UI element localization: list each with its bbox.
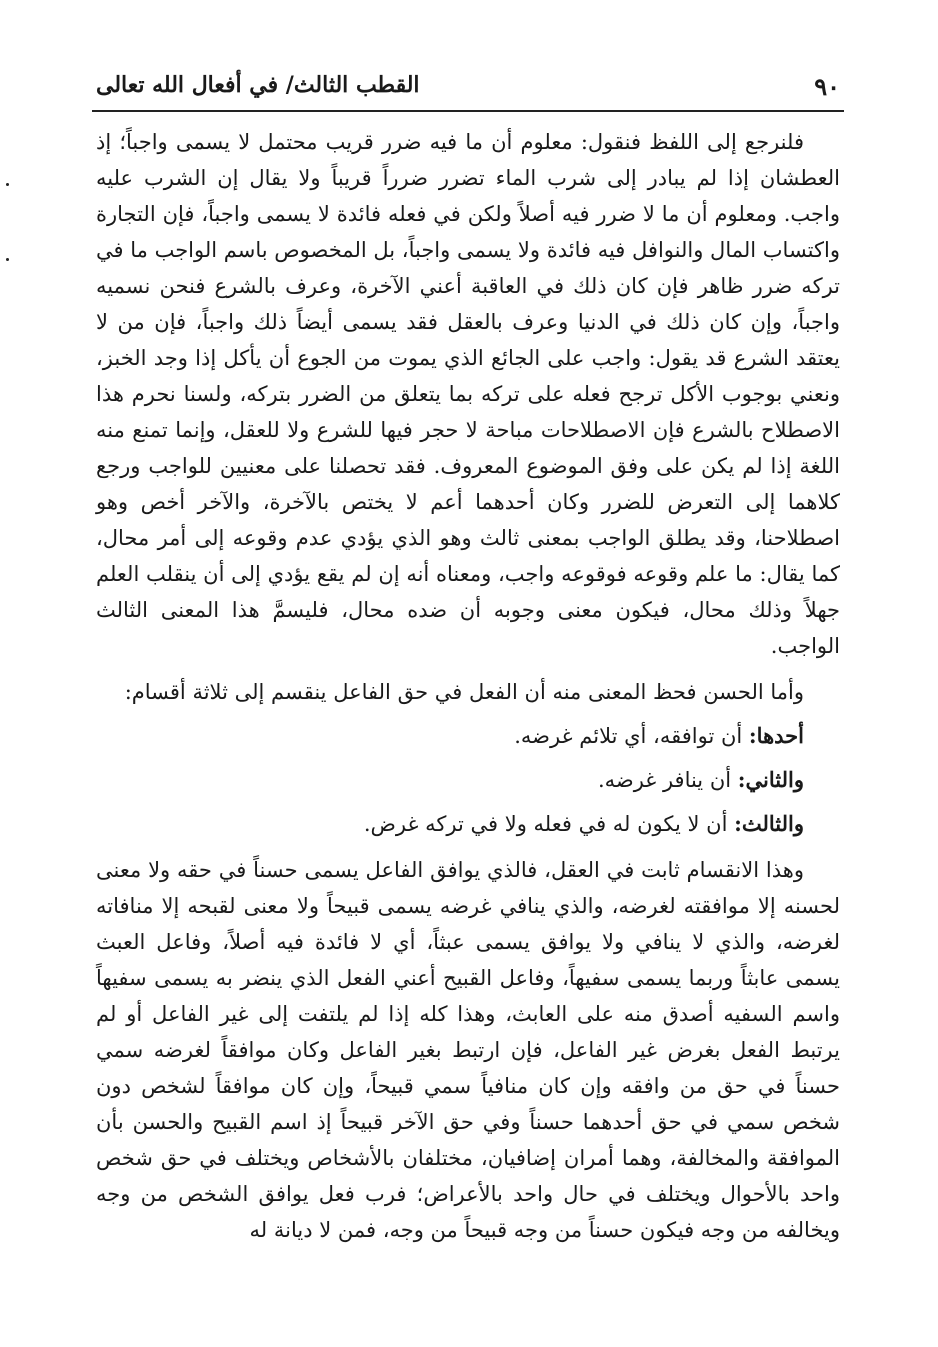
list-item-text: أن لا يكون له في فعله ولا في تركه غرض. [363,812,728,836]
list-item-label: والثالث: [734,811,804,836]
list-item [96,806,840,842]
list-item [96,718,840,754]
page-header [92,70,844,106]
list-item-text: أن توافقه، أي تلائم غرضه. [514,724,743,748]
running-title: القطب الثالث/ في أفعال الله تعالى [96,72,420,98]
scan-speck [6,183,9,186]
list-item [96,762,840,798]
list-item-label: والثاني: [737,767,804,792]
list-item-text: أن ينافر غرضه. [597,768,732,792]
paragraph-2: وأما الحسن فحظ المعنى منه أن الفعل في حق الفاعل ينقسم إلى ثلاثة أقسام: [124,680,804,704]
list-item-label: أحدها: [748,723,804,748]
paragraph-1: فلنرجع إلى اللفظ فنقول: معلوم أن ما فيه ضرر قريب محتمل لا يسمى واجباً؛ إذ العطشان إذا لم يبادر إلى شرب الماء تضرر ضرراً قريباً ولا يقال إن الشرب عليه واجب. ومعلوم أن ما لا ضرر فيه أصلاً ولكن في فعله فائدة لا يسمى واجباً، فإن التجارة واكتساب المال والنوافل فيه فائدة ولا يسمى واجباً، بل المخصوص باسم الواجب ما في تركه ضرر ظاهر فإن كان ذلك في العاقبة أعني الآخرة، وعرف بالشرع فنحن نسميه واجباً، وإن كان ذلك في الدنيا وعرف بالعقل فقد يسمى أيضاً ذلك واجباً، فإن من لا يعتقد الشرع قد يقول: واجب على الجائع الذي يموت من الجوع أن يأكل إذا وجد الخبز، ونعني بوجوب الأكل ترجح فعله على تركه بما يتعلق من الضرر بتركه، ولسنا نحرم هذا الاصطلاح بالشرع فإن الاصطلاحات مباحة لا حجر فيها للشرع ولا للعقل، وإنما تمنع منه اللغة إذا لم يكن على وفق الموضوع المعروف. فقد تحصلنا على معنيين للواجب ورجع كلاهما إلى التعرض للضرر وكان أحدهما أعم لا يختص بالآخرة، والآخر أخص وهو اصطلاحنا، وقد يطلق الواجب بمعنى ثالث وهو الذي يؤدي عدم وقوعه إلى أمر محال، كما يقال: ما علم وقوعه فوقوعه واجب، ومعناه أنه إن لم يقع يؤدي إلى أن ينقلب العلم جهلاً وذلك محال، فيكون معنى وجوبه أن ضده محال، فليسمَّ هذا المعنى الثالث الواجب. [96,130,840,658]
header-divider [92,110,844,112]
page-number: ٩٠ [814,72,840,101]
paragraph-3: وهذا الانقسام ثابت في العقل، فالذي يوافق الفاعل يسمى حسناً في حقه ولا معنى لحسنه إلا موافقته لغرضه، والذي ينافي غرضه يسمى قبيحاً ولا معنى لقبحه إلا منافاته لغرضه، والذي لا ينافي ولا يوافق يسمى عبثاً، أي لا فائدة فيه أصلاً، وفاعل العبث يسمى عابثاً وربما يسمى سفيهاً، وفاعل القبيح أعني الفعل الذي ينضر به يسمى سفيهاً واسم السفيه أصدق منه على العابث، وهذا كله إذا لم يلتفت إلى غير الفاعل أو لم يرتبط الفعل بغرض غير الفاعل، فإن ارتبط بغير الفاعل وكان موافقاً لغرضه سمي حسناً في حق من وافقه وإن كان منافياً سمي قبيحاً، وإن كان موافقاً لشخص دون شخص سمي في حق أحدهما حسناً وفي حق الآخر قبيحاً إذ اسم القبيح والحسن بأن الموافقة والمخالفة، وهما أمران إضافيان، مختلفان بالأشخاص ويختلف في حق شخص واحد بالأحوال ويختلف في حال واحد بالأعراض؛ فرب فعل يوافق الشخص من وجه ويخالفه من وجه فيكون حسناً من وجه قبيحاً من وجه، فمن لا ديانة له [96,858,840,1242]
scan-speck [6,258,9,261]
page-body [96,124,840,1248]
